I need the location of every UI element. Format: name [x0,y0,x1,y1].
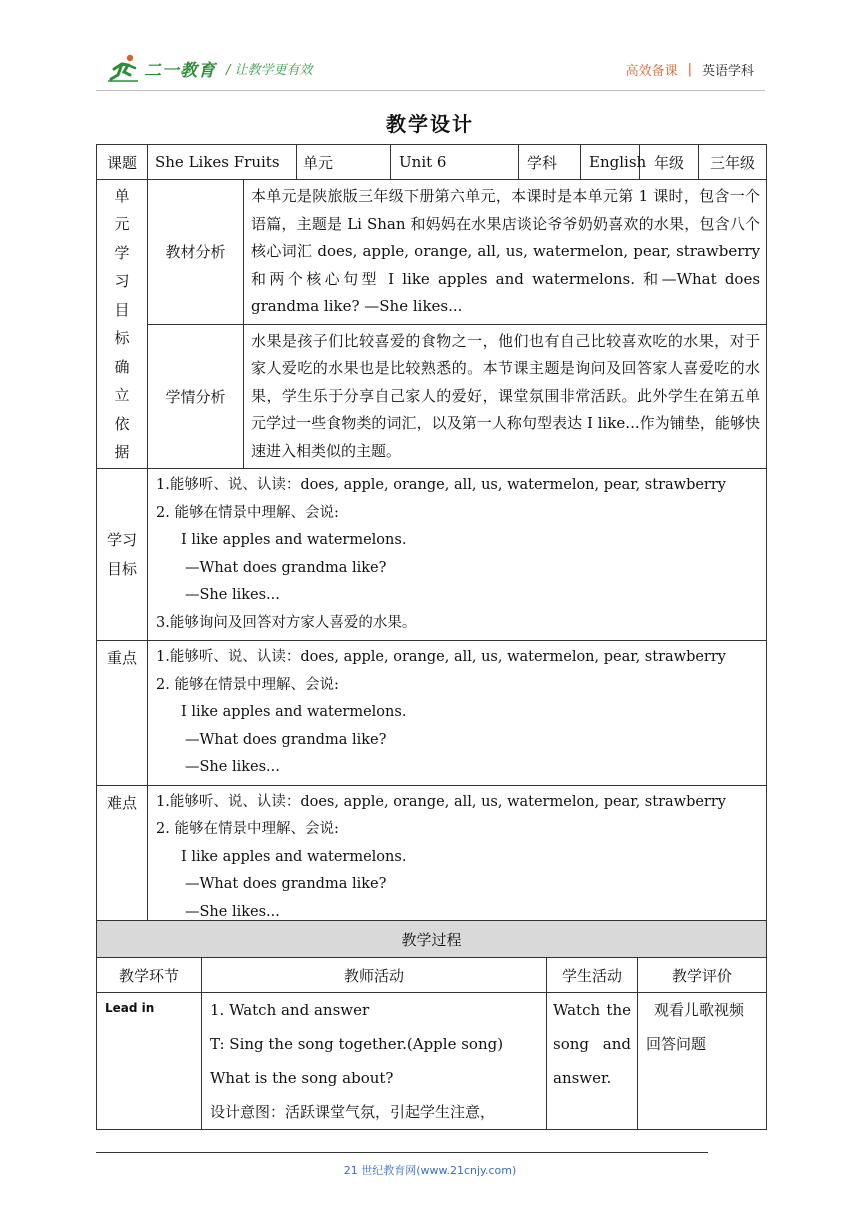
teacher-line-2: T: Sing the song together.(Apple song) [210,1035,504,1053]
document-title: 教学设计 [386,112,474,136]
runner-logo-icon [108,53,142,83]
student-label: 学情分析 [148,324,244,469]
difficulties-label: 难点 [97,785,148,957]
basis-label-char: 习 [114,272,130,290]
basis-label-char: 元 [114,215,130,233]
key-points-line-1: 1.能够听、说、认读：does, apple, orange, all, us, watermelon, pear, strawberry [156,649,726,665]
goals-line-2: 2. 能够在情景中理解、会说: [156,504,339,521]
process-table [96,920,767,1130]
goals-line-5: —She likes... [185,587,280,603]
header-separator: | [687,62,692,77]
evaluation-line-1: 观看儿歌视频 [654,1001,745,1019]
teacher-line-1: 1. Watch and answer [210,1001,370,1019]
key-points-line-2: 2. 能够在情景中理解、会说: [156,676,339,693]
basis-label-char: 据 [114,443,130,461]
basis-label-char: 依 [114,414,130,433]
difficulties-line-4: —What does grandma like? [185,876,387,892]
grade-label: 年级 [640,145,699,179]
basis-label-chars [97,182,147,467]
col-teacher: 教师活动 [202,958,547,993]
unit-label: 单元 [297,145,391,180]
goals-content [148,469,767,641]
goals-label-2: 目标 [106,559,137,578]
goals-label-1: 学习 [106,530,137,549]
difficulties-line-2: 2. 能够在情景中理解、会说: [156,821,339,837]
goals-line-6: 3.能够询问及回答对方家人喜爱的水果。 [156,614,417,631]
material-text: 本单元是陕旅版三年级下册第六单元，本课时是本单元第 1 课时，包含一个语篇，主题是 Li Shan 和妈妈在水果店谈论爷爷奶奶喜欢的水果，包含八个核心词汇 does, apple, orange, all, us, watermelon, pear, strawberry 和两个核心句型 I like apples and watermelons. 和—What does grandma like? —She likes... [244,180,767,325]
footer-link[interactable]: 21 世纪教育网(www.21cnjy.com) [343,1164,517,1177]
teacher-cell [202,993,547,1130]
student-line-1: Watch the [553,1001,631,1019]
material-label: 教材分析 [148,180,244,325]
key-points-row [97,641,767,786]
header-label-left: 高效备课 [625,64,678,79]
student-line-2: song and [553,1035,631,1053]
basis-label-char: 标 [114,329,130,347]
table-row [97,993,767,1130]
evaluation-cell [638,993,767,1130]
goals-label [97,469,148,641]
topic-label: 课题 [97,145,148,180]
student-line-3: answer. [553,1069,612,1087]
difficulties-line-1: 1.能够听、说、认读：does, apple, orange, all, us, watermelon, pear, strawberry [156,793,726,810]
logo-text: 二一教育 [144,60,216,81]
info-row [97,145,767,180]
key-points-line-3: I like apples and watermelons. [181,704,407,720]
student-cell [547,993,638,1130]
student-text: 水果是孩子们比较喜爱的食物之一，他们也有自己比较喜欢吃的水果，对于家人爱吃的水果也是比较熟悉的。本节课主题是询问及回答家人喜爱吃的水果，学生乐于分享自己家人的爱好，课堂氛围非常活跃。此外学生在第五单元学过一些食物类的词汇，以及第一人称句型表达 I like...作为铺垫，能够快速进入相类似的主题。 [244,324,767,469]
basis-label-char: 立 [114,386,130,404]
grade-value: 三年级 [710,153,756,172]
header-label-right: 英语学科 [701,64,754,79]
teacher-line-3: What is the song about? [210,1069,394,1087]
design-table [96,144,767,958]
unit-value: Unit 6 [391,145,519,180]
subject-value: English [581,145,640,180]
goals-line-3: I like apples and watermelons. [181,532,407,548]
key-points-line-4: —What does grandma like? [185,731,387,748]
teacher-line-4: 设计意图：活跃课堂气氛，引起学生注意， [210,1103,496,1121]
stage-cell: Lead in [97,993,202,1130]
subject-label: 学科 [519,145,581,180]
logo [108,52,313,84]
basis-label [97,180,148,469]
process-title: 教学过程 [97,921,767,958]
student-row [97,324,767,469]
footer-divider [96,1152,708,1153]
difficulties-line-5: —She likes... [185,903,280,920]
basis-label-char: 确 [114,357,130,376]
basis-label-char: 学 [114,243,130,262]
key-points-label: 重点 [97,641,148,786]
material-row [97,180,767,325]
key-points-line-5: —She likes... [185,759,280,775]
basis-label-char: 单 [114,186,130,205]
col-stage: 教学环节 [97,958,202,993]
col-student: 学生活动 [547,958,638,993]
header-divider [96,90,765,91]
topic-value: She Likes Fruits [148,145,297,180]
process-columns [97,958,767,993]
key-points-content [148,641,767,786]
col-evaluation: 教学评价 [638,958,767,993]
evaluation-line-2: 回答问题 [646,1035,707,1053]
page-header [0,0,860,100]
header-subject [626,60,754,79]
goals-row [97,469,767,641]
goals-line-4: —What does grandma like? [185,559,387,576]
basis-label-char: 目 [114,300,130,319]
slogan: / 让教学更有效 [226,62,313,78]
goals-line-1: 1.能够听、说、认读：does, apple, orange, all, us, watermelon, pear, strawberry [156,477,726,493]
grade-cell [640,145,767,180]
difficulties-line-3: I like apples and watermelons. [181,848,407,865]
process-title-row [97,921,767,958]
